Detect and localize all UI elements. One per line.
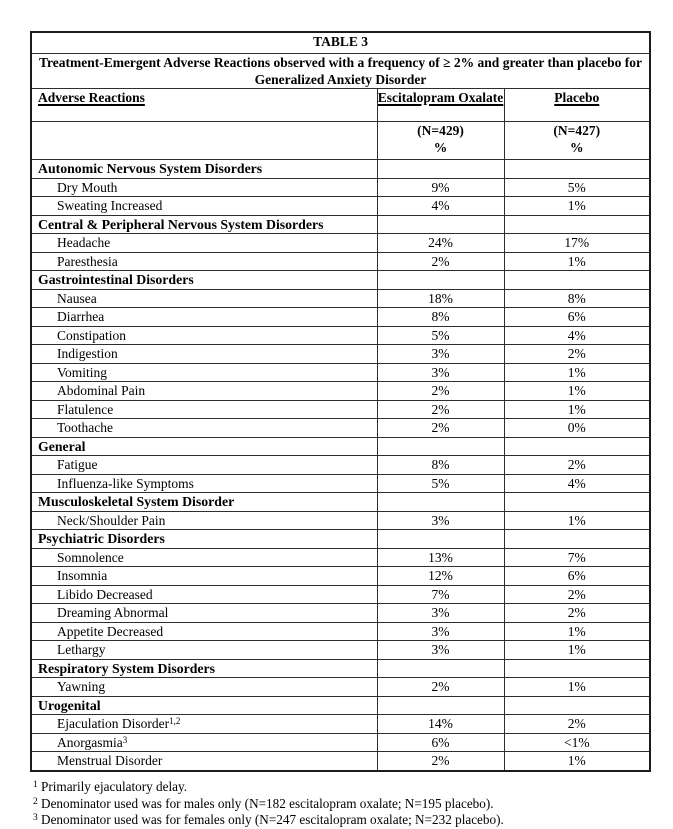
reaction-label: Sweating Increased	[57, 198, 163, 213]
reaction-cell	[31, 567, 377, 586]
placebo-value	[504, 271, 650, 290]
footnote-marker: 2	[33, 796, 38, 807]
table-row	[31, 456, 650, 475]
reaction-label: Headache	[57, 235, 111, 250]
reaction-cell	[31, 326, 377, 345]
table-row	[31, 419, 650, 438]
placebo-value	[504, 493, 650, 512]
footnote-text: Denominator used was for females only (N=247 escitalopram oxalate; N=232 placebo).	[41, 812, 504, 827]
escitalopram-value: 6%	[377, 733, 504, 752]
escitalopram-value: 8%	[377, 308, 504, 327]
reaction-cell	[31, 382, 377, 401]
table-row	[31, 622, 650, 641]
reaction-cell	[31, 548, 377, 567]
reaction-label: Dreaming Abnormal	[57, 605, 169, 620]
table-row	[31, 678, 650, 697]
table-row	[31, 585, 650, 604]
reaction-footnote-marker: 3	[122, 734, 128, 745]
escitalopram-percent-label: %	[433, 140, 448, 155]
reaction-cell	[31, 678, 377, 697]
table-row	[31, 437, 650, 456]
table-row	[31, 234, 650, 253]
placebo-value	[504, 696, 650, 715]
placebo-value	[504, 437, 650, 456]
placebo-value: 2%	[504, 345, 650, 364]
reaction-cell	[31, 715, 377, 734]
placebo-value: 5%	[504, 178, 650, 197]
reaction-label: Urogenital	[38, 697, 101, 713]
reaction-cell	[31, 234, 377, 253]
placebo-value: 4%	[504, 474, 650, 493]
placebo-value: 1%	[504, 678, 650, 697]
table-row	[31, 252, 650, 271]
placebo-value: 1%	[504, 382, 650, 401]
placebo-value	[504, 160, 650, 179]
reaction-cell	[31, 641, 377, 660]
table-row	[31, 733, 650, 752]
placebo-value	[504, 215, 650, 234]
escitalopram-value: 5%	[377, 474, 504, 493]
escitalopram-value	[377, 659, 504, 678]
escitalopram-n: (N=429)	[417, 123, 464, 138]
escitalopram-value: 24%	[377, 234, 504, 253]
footnotes	[33, 779, 653, 829]
escitalopram-value: 3%	[377, 622, 504, 641]
placebo-value: 1%	[504, 511, 650, 530]
escitalopram-value: 14%	[377, 715, 504, 734]
reaction-label: Dry Mouth	[57, 179, 118, 195]
reaction-cell	[31, 271, 377, 290]
table-row	[31, 567, 650, 586]
placebo-value: 6%	[504, 308, 650, 327]
footnote-text: Denominator used was for males only (N=182 escitalopram oxalate; N=195 placebo).	[41, 795, 494, 811]
footnote-text: Primarily ejaculatory delay.	[41, 779, 188, 794]
table-row	[31, 696, 650, 715]
reaction-label: Musculoskeletal System Disorder	[38, 494, 235, 509]
table-row	[31, 363, 650, 382]
placebo-value: 1%	[504, 252, 650, 271]
placebo-value: 4%	[504, 326, 650, 345]
escitalopram-value: 4%	[377, 197, 504, 216]
reaction-label: Lethargy	[57, 642, 106, 657]
table-row	[31, 382, 650, 401]
reaction-cell	[31, 585, 377, 604]
table-row	[31, 715, 650, 734]
placebo-value: 2%	[504, 604, 650, 623]
reaction-cell	[31, 752, 377, 771]
footnote	[33, 779, 653, 796]
reaction-label: Nausea	[57, 290, 97, 306]
table-row	[31, 474, 650, 493]
placebo-value: 7%	[504, 548, 650, 567]
table-row	[31, 641, 650, 660]
reaction-cell	[31, 733, 377, 752]
escitalopram-value	[377, 215, 504, 234]
placebo-value: 1%	[504, 363, 650, 382]
escitalopram-value	[377, 530, 504, 549]
escitalopram-value: 13%	[377, 548, 504, 567]
placebo-value: 2%	[504, 715, 650, 734]
escitalopram-sample-size-cell	[377, 122, 504, 160]
placebo-value: 1%	[504, 641, 650, 660]
reaction-label: Menstrual Disorder	[57, 753, 163, 768]
reaction-cell	[31, 437, 377, 456]
reaction-cell	[31, 511, 377, 530]
reaction-cell	[31, 178, 377, 197]
escitalopram-value: 3%	[377, 363, 504, 382]
reaction-cell	[31, 363, 377, 382]
placebo-value: 2%	[504, 585, 650, 604]
table-row	[31, 400, 650, 419]
footnote	[33, 812, 653, 829]
table-title: TABLE 3	[31, 32, 650, 54]
placebo-value: 6%	[504, 567, 650, 586]
column-header-adverse-reactions: Adverse Reactions	[38, 90, 145, 105]
table-row	[31, 493, 650, 512]
reaction-label: Appetite Decreased	[57, 623, 164, 639]
table-row	[31, 604, 650, 623]
reaction-label: Vomiting	[57, 364, 108, 380]
escitalopram-value: 8%	[377, 456, 504, 475]
placebo-value: <1%	[504, 733, 650, 752]
table-row	[31, 345, 650, 364]
table-row	[31, 752, 650, 771]
escitalopram-value	[377, 493, 504, 512]
reaction-cell	[31, 400, 377, 419]
reaction-label: Diarrhea	[57, 309, 105, 324]
escitalopram-value: 2%	[377, 252, 504, 271]
reaction-cell	[31, 345, 377, 364]
table-row	[31, 326, 650, 345]
table-row	[31, 530, 650, 549]
reaction-label: Ejaculation Disorder	[57, 716, 170, 731]
column-header-placebo: Placebo	[554, 90, 600, 105]
reaction-label: Flatulence	[57, 401, 114, 417]
escitalopram-value: 2%	[377, 419, 504, 438]
reaction-cell	[31, 197, 377, 216]
table-row	[31, 271, 650, 290]
escitalopram-value: 3%	[377, 345, 504, 364]
reaction-label: Psychiatric Disorders	[38, 531, 165, 546]
escitalopram-value: 7%	[377, 585, 504, 604]
escitalopram-value: 2%	[377, 678, 504, 697]
footnote-marker: 1	[33, 780, 38, 790]
reaction-cell	[31, 419, 377, 438]
escitalopram-value	[377, 437, 504, 456]
reaction-label: Somnolence	[57, 549, 124, 565]
escitalopram-value: 9%	[377, 178, 504, 197]
reaction-label: Respiratory System Disorders	[38, 660, 216, 676]
table-body	[31, 32, 650, 771]
reaction-cell	[31, 696, 377, 715]
reaction-label: Libido Decreased	[57, 586, 153, 602]
table-row	[31, 511, 650, 530]
escitalopram-value: 3%	[377, 641, 504, 660]
placebo-value	[504, 659, 650, 678]
reaction-cell	[31, 215, 377, 234]
table-row	[31, 548, 650, 567]
reaction-cell	[31, 160, 377, 179]
placebo-value	[504, 530, 650, 549]
table-row	[31, 160, 650, 179]
reaction-cell	[31, 474, 377, 493]
table-subtitle-row	[31, 54, 650, 89]
sample-size-empty-cell	[31, 122, 377, 160]
reaction-cell	[31, 456, 377, 475]
escitalopram-value	[377, 160, 504, 179]
reaction-label: Influenza-like Symptoms	[57, 475, 194, 491]
table-title-row	[31, 32, 650, 54]
placebo-value: 1%	[504, 400, 650, 419]
table-row	[31, 289, 650, 308]
escitalopram-value: 2%	[377, 752, 504, 771]
escitalopram-value: 2%	[377, 400, 504, 419]
reaction-label: Paresthesia	[57, 253, 118, 269]
table-row	[31, 197, 650, 216]
placebo-value: 17%	[504, 234, 650, 253]
escitalopram-value: 3%	[377, 511, 504, 530]
column-header-row	[31, 89, 650, 122]
escitalopram-value	[377, 696, 504, 715]
placebo-value: 0%	[504, 419, 650, 438]
table-row	[31, 308, 650, 327]
placebo-value: 8%	[504, 289, 650, 308]
reaction-label: Central & Peripheral Nervous System Disorders	[38, 216, 324, 232]
footnote	[33, 796, 653, 813]
footnote-marker: 3	[33, 813, 38, 823]
reaction-cell	[31, 604, 377, 623]
sample-size-row	[31, 122, 650, 160]
reaction-label: Constipation	[57, 327, 127, 343]
reaction-label: Fatigue	[57, 457, 98, 472]
reaction-label: Abdominal Pain	[57, 383, 146, 398]
reaction-label: Autonomic Nervous System Disorders	[38, 161, 263, 176]
escitalopram-value: 3%	[377, 604, 504, 623]
reaction-cell	[31, 493, 377, 512]
reaction-label: General	[38, 438, 86, 454]
placebo-value: 1%	[504, 197, 650, 216]
reaction-cell	[31, 659, 377, 678]
reaction-cell	[31, 622, 377, 641]
placebo-value: 1%	[504, 752, 650, 771]
reaction-label: Indigestion	[57, 346, 118, 361]
reaction-label: Yawning	[57, 679, 106, 694]
reaction-footnote-marker: 1,2	[169, 716, 181, 726]
placebo-percent-label: %	[570, 140, 584, 155]
placebo-n: (N=427)	[553, 123, 601, 138]
reaction-label: Anorgasmia	[57, 734, 123, 750]
reaction-label: Insomnia	[57, 568, 108, 583]
table-row	[31, 659, 650, 678]
adverse-reactions-table	[30, 31, 651, 772]
placebo-value: 1%	[504, 622, 650, 641]
reaction-cell	[31, 252, 377, 271]
escitalopram-value: 2%	[377, 382, 504, 401]
reaction-label: Neck/Shoulder Pain	[57, 512, 166, 528]
table-subtitle: Treatment-Emergent Adverse Reactions observed with a frequency of ≥ 2% and greater than placebo for Generalized Anxiety Disorder	[31, 54, 650, 89]
reaction-label: Gastrointestinal Disorders	[38, 272, 194, 287]
placebo-value: 2%	[504, 456, 650, 475]
reaction-cell	[31, 308, 377, 327]
escitalopram-value: 12%	[377, 567, 504, 586]
reaction-label: Toothache	[57, 420, 114, 435]
column-header-escitalopram-oxalate: Escitalopram Oxalate	[377, 90, 504, 105]
escitalopram-value: 18%	[377, 289, 504, 308]
table-row	[31, 178, 650, 197]
table-row	[31, 215, 650, 234]
placebo-sample-size-cell	[504, 122, 650, 160]
escitalopram-value: 5%	[377, 326, 504, 345]
escitalopram-value	[377, 271, 504, 290]
reaction-cell	[31, 530, 377, 549]
reaction-cell	[31, 289, 377, 308]
